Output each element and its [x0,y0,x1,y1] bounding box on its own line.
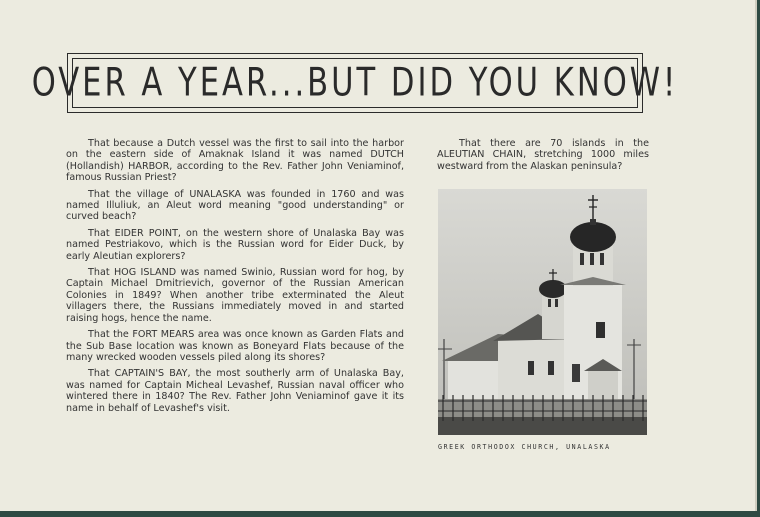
paragraph-hog-island: That HOG ISLAND was named Swinio, Russian word for hog, by Captain Michael Dmitrievich, governor of the Russian American Colonies in 1849? When another tribe exterminated the Aleut villagers there, the Russians immediately moved in and started raising hogs, hence the name. [66,267,404,324]
paragraph-fort-mears: That the FORT MEARS area was once known as Garden Flats and the Sub Base location was known as Boneyard Flats because of the many wrecked wooden vessels piled along its shores? [66,329,404,363]
title-frame [31,53,679,113]
church-photo-illustration [438,189,647,435]
left-column [66,138,404,419]
paragraph-aleutian-chain: That there are 70 islands in the ALEUTIAN CHAIN, stretching 1000 miles westward from the Alaskan peninsula? [437,138,649,172]
paragraph-unalaska: That the village of UNALASKA was founded in 1760 and was named Illuliuk, an Aleut word meaning "good understanding" or curved beach? [66,188,404,223]
paragraph-captains-bay: That CAPTAIN'S BAY, the most southerly arm of Unalaska Bay, was named for Captain Micheal Levashef, Russian naval officer who wintered there in 1840? The Rev. Father John Veniaminof gave it its name in behalf of Levashef's visit. [66,368,404,414]
photo-caption: GREEK ORTHODOX CHURCH, UNALASKA [438,443,611,451]
paragraph-dutch-harbor: That because a Dutch vessel was the first to sail into the harbor on the eastern side of Amaknak Island it was named DUTCH (Hollandish) HARBOR, according to the Rev. Father John Veniaminof, famous Russian Priest? [66,138,404,184]
church-photo [438,189,647,435]
right-column [437,138,649,177]
paragraph-eider-point: That EIDER POINT, on the western shore of Unalaska Bay was named Pestriakovo, which is the Russian word for Eider Duck, by early Aleutian explorers? [66,227,404,262]
title-inner-frame [31,58,679,108]
page-title: OVER A YEAR...BUT DID YOU KNOW! [31,60,679,106]
